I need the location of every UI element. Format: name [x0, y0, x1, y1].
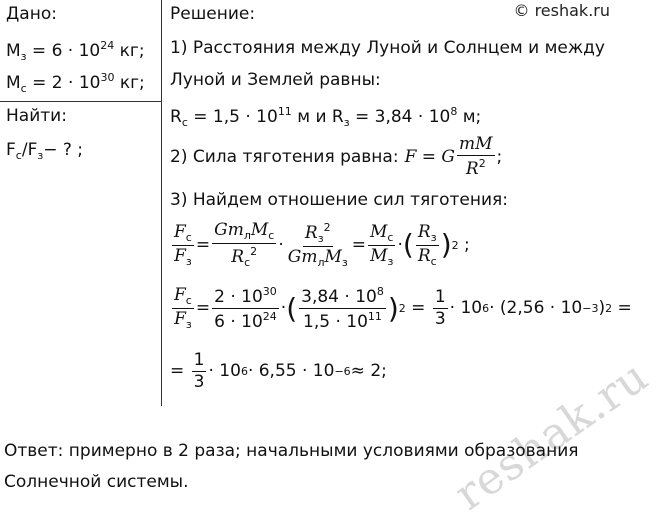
solution-title: Решение:: [170, 4, 256, 24]
given-mass-earth: $M_з = 6 \cdot 10^{24}$ кг;: [6, 39, 145, 63]
find-title: Найти:: [6, 106, 67, 126]
gravity-fraction: $\frac{mM}{R^2}$: [459, 134, 493, 179]
watermark: reshak.ru: [445, 350, 658, 520]
horizontal-divider: [0, 101, 161, 102]
gravity-law: 2) Сила тяготения равна: F = G $\frac{mM}{R^2}$ ;: [170, 134, 503, 179]
answer-line2: Солнечной системы.: [4, 472, 189, 492]
distances-formula: $R_с = 1,5 \cdot 10^{11}$ м и $R_з = 3,84 \cdot 10^8$ м;: [170, 105, 482, 129]
step1-text-line2: Луной и Землей равны:: [170, 70, 381, 90]
find-ratio: $F_с/F_з-$ ? ;: [6, 140, 84, 162]
ratio-formula-symbolic: $\frac{F_с}{F_з}$ = $\frac{Gm_лM_с}{R_с^2}$ · $\frac{R_з^2}{Gm_лM_з}$ = $\frac{M_с}{M_з}$ · ( $\frac{R_з}{R_с}$ ) 2 ;: [174, 220, 470, 269]
step3-text: 3) Найдем отношение сил тяготения:: [170, 190, 509, 210]
ratio-formula-numeric: $\frac{F_с}{F_з}$ = $\frac{2 \cdot 10^{30}}{6 \cdot 10^{24}}$ · ( $\frac{3,84 \cdot 10^8}{1,5 \cdot 10^{11}}$ ) 2 = $\frac{1}{3}$ · 10 6 · (2,56 · 10 −3 ) 2 =: [174, 285, 632, 332]
copyright: © reshak.ru: [513, 1, 610, 20]
step2-label: 2) Сила тяготения равна:: [170, 146, 399, 167]
vertical-divider: [161, 0, 162, 406]
given-mass-sun: $M_с = 2 \cdot 10^{30}$ кг;: [6, 71, 145, 95]
given-title: Дано:: [6, 4, 57, 24]
answer-line1: Ответ: примерно в 2 раза; начальными условиями образования: [4, 441, 579, 461]
step1-text-line1: 1) Расстояния между Луной и Солнцем и между: [170, 38, 605, 58]
ratio-result: = $\frac{1}{3}$ · 10 6 · 6,55 · 10 −6 ≈ 2;: [170, 350, 387, 392]
